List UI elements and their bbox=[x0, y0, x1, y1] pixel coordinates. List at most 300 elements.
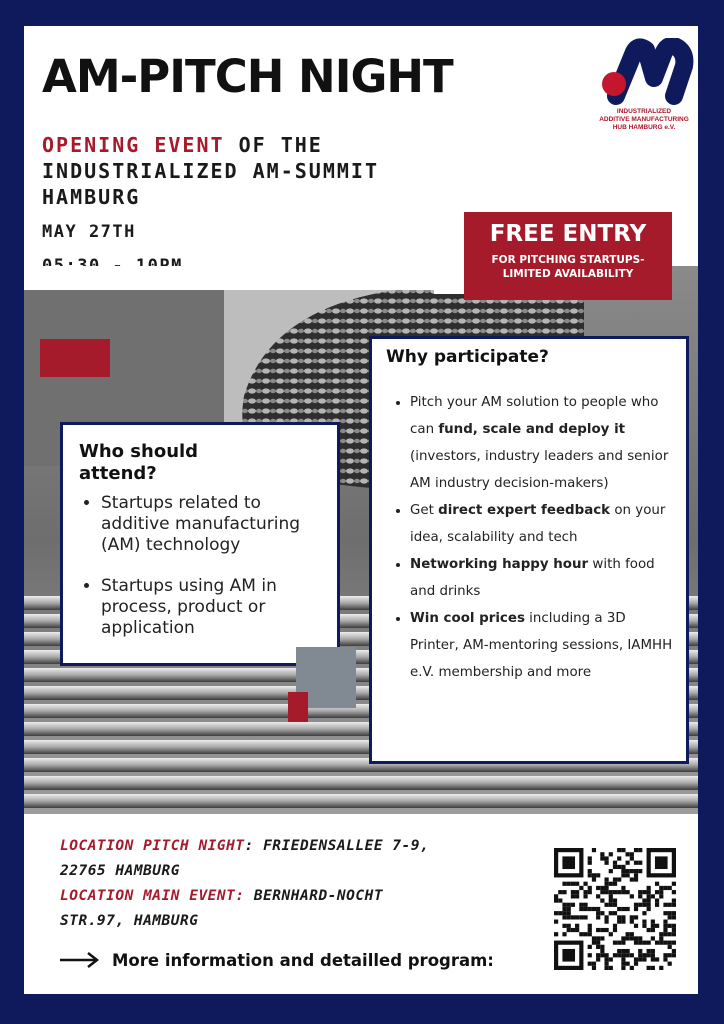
qr-module bbox=[651, 936, 655, 940]
qr-module bbox=[588, 907, 592, 911]
qr-module bbox=[621, 966, 625, 970]
qr-module bbox=[621, 873, 625, 877]
qr-module bbox=[571, 915, 575, 919]
qr-module bbox=[638, 890, 642, 894]
qr-module bbox=[571, 894, 575, 898]
qr-module bbox=[617, 856, 621, 860]
qr-module bbox=[562, 911, 566, 915]
subtitle-text: OF THE bbox=[224, 133, 323, 157]
qr-module bbox=[634, 907, 638, 911]
qr-module bbox=[592, 877, 596, 881]
qr-module bbox=[621, 957, 625, 961]
qr-module bbox=[651, 949, 655, 953]
qr-module bbox=[562, 882, 566, 886]
qr-module bbox=[613, 924, 617, 928]
qr-module bbox=[626, 890, 630, 894]
qr-module bbox=[647, 907, 651, 911]
qr-module bbox=[609, 932, 613, 936]
qr-module bbox=[621, 962, 625, 966]
qr-module bbox=[668, 932, 672, 936]
qr-module bbox=[638, 949, 642, 953]
qr-module bbox=[626, 873, 630, 877]
event-date: MAY 27TH bbox=[42, 222, 136, 242]
qr-module bbox=[668, 886, 672, 890]
qr-module bbox=[655, 924, 659, 928]
logo-text bbox=[594, 108, 694, 132]
qr-module bbox=[562, 890, 566, 894]
qr-module bbox=[588, 924, 592, 928]
more-info-line bbox=[60, 950, 494, 970]
qr-module bbox=[583, 907, 587, 911]
qr-module bbox=[647, 953, 651, 957]
qr-module bbox=[638, 957, 642, 961]
qr-module bbox=[621, 848, 625, 852]
qr-module bbox=[592, 907, 596, 911]
qr-module bbox=[592, 941, 596, 945]
qr-module bbox=[642, 924, 646, 928]
qr-module bbox=[621, 920, 625, 924]
qr-module bbox=[642, 957, 646, 961]
qr-module bbox=[604, 861, 608, 865]
item-bold: direct expert feedback bbox=[438, 503, 611, 518]
qr-module bbox=[617, 848, 621, 852]
subtitle-highlight: OPENING EVENT bbox=[42, 133, 225, 157]
event-title: AM-PITCH NIGHT bbox=[42, 50, 453, 103]
why-heading: Why participate? bbox=[386, 347, 549, 367]
qr-module bbox=[596, 941, 600, 945]
qr-module bbox=[638, 861, 642, 865]
qr-module bbox=[583, 932, 587, 936]
qr-module bbox=[642, 890, 646, 894]
free-entry-title: FREE ENTRY bbox=[489, 221, 647, 247]
qr-module bbox=[655, 941, 659, 945]
qr-module bbox=[647, 890, 651, 894]
qr-module bbox=[596, 945, 600, 949]
qr-module bbox=[562, 932, 566, 936]
qr-module bbox=[634, 962, 638, 966]
qr-module bbox=[613, 911, 617, 915]
qr-module bbox=[562, 924, 566, 928]
qr-module bbox=[617, 865, 621, 869]
qr-module bbox=[575, 882, 579, 886]
qr-module bbox=[647, 928, 651, 932]
qr-module bbox=[604, 877, 608, 881]
qr-module bbox=[617, 953, 621, 957]
qr-module bbox=[558, 911, 562, 915]
qr-module bbox=[617, 890, 621, 894]
qr-code[interactable] bbox=[554, 848, 676, 970]
qr-module bbox=[626, 949, 630, 953]
qr-module bbox=[596, 936, 600, 940]
qr-module bbox=[659, 966, 663, 970]
item-text: with food and drinks bbox=[410, 557, 655, 599]
qr-module bbox=[663, 903, 667, 907]
qr-module bbox=[600, 936, 604, 940]
qr-module bbox=[630, 936, 634, 940]
qr-module bbox=[630, 920, 634, 924]
why-participate-box bbox=[369, 336, 689, 764]
more-info-text: More information and detailled program: bbox=[112, 950, 494, 970]
item-text: Get bbox=[410, 503, 439, 518]
qr-module bbox=[630, 953, 634, 957]
qr-module bbox=[562, 915, 566, 919]
list-item bbox=[410, 389, 676, 497]
qr-module bbox=[651, 928, 655, 932]
qr-module bbox=[621, 886, 625, 890]
qr-module bbox=[583, 903, 587, 907]
qr-module bbox=[600, 898, 604, 902]
free-entry-line: FOR PITCHING STARTUPS- bbox=[491, 254, 645, 266]
qr-module bbox=[642, 903, 646, 907]
qr-module bbox=[672, 915, 676, 919]
item-text: on your idea, scalability and tech bbox=[410, 503, 666, 545]
qr-module bbox=[651, 924, 655, 928]
decorative-red-square bbox=[288, 692, 308, 722]
qr-module bbox=[663, 920, 667, 924]
qr-module bbox=[621, 907, 625, 911]
qr-module bbox=[571, 882, 575, 886]
qr-module bbox=[626, 852, 630, 856]
qr-module bbox=[642, 911, 646, 915]
qr-module bbox=[642, 898, 646, 902]
qr-module bbox=[613, 890, 617, 894]
qr-module bbox=[554, 894, 558, 898]
qr-module bbox=[588, 945, 592, 949]
qr-module bbox=[659, 932, 663, 936]
qr-module bbox=[579, 932, 583, 936]
qr-module bbox=[613, 928, 617, 932]
qr-module bbox=[651, 966, 655, 970]
qr-module bbox=[609, 898, 613, 902]
qr-module bbox=[554, 932, 558, 936]
qr-finder-core bbox=[655, 856, 668, 869]
qr-module bbox=[638, 953, 642, 957]
free-entry-line: LIMITED AVAILABILITY bbox=[502, 268, 634, 280]
qr-module bbox=[592, 966, 596, 970]
arrow-right-icon bbox=[60, 950, 100, 970]
qr-module bbox=[630, 932, 634, 936]
qr-module bbox=[672, 882, 676, 886]
qr-module bbox=[630, 856, 634, 860]
qr-module bbox=[604, 957, 608, 961]
qr-module bbox=[613, 882, 617, 886]
qr-module bbox=[663, 957, 667, 961]
qr-module bbox=[655, 882, 659, 886]
item-text: including a 3D Printer, AM-mentoring sessions, IAMHH e.V. membership and more bbox=[410, 611, 673, 680]
qr-module bbox=[672, 953, 676, 957]
qr-module bbox=[604, 953, 608, 957]
qr-module bbox=[659, 886, 663, 890]
qr-module bbox=[596, 894, 600, 898]
qr-module bbox=[672, 911, 676, 915]
qr-module bbox=[613, 903, 617, 907]
qr-module bbox=[626, 869, 630, 873]
free-entry-badge bbox=[464, 212, 672, 300]
qr-module bbox=[663, 928, 667, 932]
qr-module bbox=[621, 949, 625, 953]
qr-module bbox=[588, 861, 592, 865]
qr-module bbox=[651, 920, 655, 924]
qr-module bbox=[613, 861, 617, 865]
qr-module bbox=[600, 953, 604, 957]
qr-module bbox=[613, 941, 617, 945]
qr-module bbox=[621, 869, 625, 873]
qr-module bbox=[659, 894, 663, 898]
qr-module bbox=[647, 949, 651, 953]
qr-module bbox=[638, 941, 642, 945]
qr-module bbox=[604, 966, 608, 970]
qr-module bbox=[647, 903, 651, 907]
list-item bbox=[410, 497, 676, 551]
item-bold: fund, scale and deploy it bbox=[438, 422, 626, 437]
qr-module bbox=[609, 852, 613, 856]
qr-module bbox=[651, 957, 655, 961]
qr-module bbox=[588, 890, 592, 894]
qr-module bbox=[659, 936, 663, 940]
qr-module bbox=[634, 903, 638, 907]
qr-module bbox=[651, 953, 655, 957]
qr-module bbox=[642, 941, 646, 945]
qr-module bbox=[663, 953, 667, 957]
qr-module bbox=[609, 903, 613, 907]
qr-module bbox=[638, 936, 642, 940]
qr-finder-core bbox=[562, 856, 575, 869]
qr-module bbox=[596, 886, 600, 890]
qr-module bbox=[655, 903, 659, 907]
qr-module bbox=[668, 962, 672, 966]
item-bold: Networking happy hour bbox=[410, 557, 589, 572]
list-item: • Startups using AM in process, product or application bbox=[101, 576, 323, 639]
qr-module bbox=[567, 907, 571, 911]
list-item bbox=[410, 605, 676, 686]
qr-module bbox=[609, 894, 613, 898]
qr-module bbox=[592, 962, 596, 966]
qr-module bbox=[621, 915, 625, 919]
qr-module bbox=[634, 861, 638, 865]
qr-module bbox=[672, 932, 676, 936]
qr-module bbox=[567, 915, 571, 919]
qr-module bbox=[647, 941, 651, 945]
qr-module bbox=[600, 945, 604, 949]
qr-module bbox=[617, 920, 621, 924]
pitch-location-label: LOCATION PITCH NIGHT bbox=[60, 838, 245, 854]
qr-module bbox=[626, 907, 630, 911]
qr-module bbox=[647, 894, 651, 898]
qr-module bbox=[634, 957, 638, 961]
qr-module bbox=[647, 966, 651, 970]
qr-module bbox=[617, 915, 621, 919]
qr-module bbox=[668, 941, 672, 945]
qr-module bbox=[596, 911, 600, 915]
qr-module bbox=[668, 945, 672, 949]
qr-module bbox=[575, 894, 579, 898]
qr-module bbox=[588, 873, 592, 877]
who-list bbox=[79, 493, 323, 639]
qr-module bbox=[642, 920, 646, 924]
qr-module bbox=[630, 852, 634, 856]
qr-module bbox=[613, 865, 617, 869]
qr-module bbox=[604, 882, 608, 886]
decorative-red-block bbox=[40, 339, 110, 377]
qr-module bbox=[621, 936, 625, 940]
qr-module bbox=[672, 941, 676, 945]
qr-module bbox=[588, 869, 592, 873]
qr-module bbox=[672, 928, 676, 932]
qr-module bbox=[588, 962, 592, 966]
qr-module bbox=[613, 898, 617, 902]
qr-module bbox=[554, 898, 558, 902]
qr-module bbox=[621, 941, 625, 945]
qr-module bbox=[583, 882, 587, 886]
qr-module bbox=[575, 890, 579, 894]
qr-module bbox=[672, 903, 676, 907]
qr-module bbox=[567, 928, 571, 932]
qr-module bbox=[655, 890, 659, 894]
qr-module bbox=[567, 903, 571, 907]
iamhh-logo bbox=[594, 38, 694, 148]
qr-module bbox=[647, 898, 651, 902]
qr-module bbox=[600, 886, 604, 890]
logo-text-line: INDUSTRIALIZED bbox=[616, 108, 672, 115]
qr-module bbox=[562, 903, 566, 907]
qr-module bbox=[630, 894, 634, 898]
logo-mark-icon bbox=[594, 38, 694, 108]
who-should-attend-box bbox=[60, 422, 340, 666]
qr-module bbox=[668, 903, 672, 907]
qr-module bbox=[583, 890, 587, 894]
qr-module bbox=[634, 924, 638, 928]
qr-module bbox=[609, 911, 613, 915]
qr-module bbox=[604, 856, 608, 860]
qr-module bbox=[567, 924, 571, 928]
qr-module bbox=[571, 890, 575, 894]
logo-text-line: HUB HAMBURG e.V. bbox=[612, 124, 676, 131]
qr-module bbox=[663, 911, 667, 915]
qr-module bbox=[617, 949, 621, 953]
qr-module bbox=[604, 890, 608, 894]
qr-module bbox=[609, 966, 613, 970]
qr-finder-core bbox=[562, 949, 575, 962]
qr-module bbox=[647, 886, 651, 890]
qr-module bbox=[579, 903, 583, 907]
qr-module bbox=[567, 882, 571, 886]
qr-module bbox=[642, 953, 646, 957]
qr-module bbox=[663, 932, 667, 936]
qr-module bbox=[613, 953, 617, 957]
qr-module bbox=[663, 886, 667, 890]
qr-module bbox=[672, 924, 676, 928]
qr-module bbox=[604, 928, 608, 932]
qr-module bbox=[596, 957, 600, 961]
qr-module bbox=[588, 856, 592, 860]
qr-module bbox=[604, 886, 608, 890]
qr-module bbox=[630, 915, 634, 919]
qr-module bbox=[592, 848, 596, 852]
qr-module bbox=[655, 957, 659, 961]
qr-module bbox=[596, 907, 600, 911]
event-subtitle bbox=[42, 132, 512, 210]
qr-module bbox=[609, 890, 613, 894]
qr-module bbox=[621, 890, 625, 894]
qr-module bbox=[621, 953, 625, 957]
qr-module bbox=[638, 903, 642, 907]
list-item bbox=[410, 551, 676, 605]
qr-module bbox=[634, 915, 638, 919]
qr-module bbox=[596, 873, 600, 877]
why-list bbox=[386, 389, 676, 686]
flyer-page bbox=[24, 26, 698, 994]
qr-module bbox=[596, 915, 600, 919]
qr-module bbox=[626, 953, 630, 957]
qr-module bbox=[634, 936, 638, 940]
qr-module bbox=[600, 890, 604, 894]
item-bold: Win cool prices bbox=[410, 611, 525, 626]
qr-module bbox=[600, 928, 604, 932]
qr-module bbox=[668, 915, 672, 919]
qr-module bbox=[575, 924, 579, 928]
qr-module bbox=[588, 953, 592, 957]
qr-module bbox=[621, 865, 625, 869]
qr-module bbox=[596, 928, 600, 932]
qr-module bbox=[672, 898, 676, 902]
qr-module bbox=[579, 886, 583, 890]
qr-module bbox=[655, 898, 659, 902]
qr-module bbox=[583, 915, 587, 919]
qr-module bbox=[588, 886, 592, 890]
qr-module bbox=[663, 924, 667, 928]
qr-module bbox=[609, 869, 613, 873]
qr-module bbox=[617, 907, 621, 911]
subtitle-text: INDUSTRIALIZED AM-SUMMIT bbox=[42, 159, 379, 183]
qr-module bbox=[634, 877, 638, 881]
qr-module bbox=[558, 898, 562, 902]
qr-module bbox=[583, 894, 587, 898]
qr-module bbox=[592, 936, 596, 940]
qr-module bbox=[668, 911, 672, 915]
qr-module bbox=[600, 852, 604, 856]
qr-module bbox=[592, 873, 596, 877]
main-location-label: LOCATION MAIN EVENT: bbox=[60, 888, 245, 904]
qr-module bbox=[672, 890, 676, 894]
qr-module bbox=[617, 877, 621, 881]
qr-module bbox=[604, 962, 608, 966]
qr-module bbox=[554, 911, 558, 915]
qr-module bbox=[617, 941, 621, 945]
qr-module bbox=[668, 924, 672, 928]
qr-module bbox=[634, 873, 638, 877]
qr-module bbox=[604, 915, 608, 919]
who-heading: Who should attend? bbox=[79, 441, 199, 484]
qr-module bbox=[630, 966, 634, 970]
qr-module bbox=[558, 890, 562, 894]
qr-module bbox=[604, 920, 608, 924]
list-item: • Startups related to additive manufacturing (AM) technology bbox=[101, 493, 323, 556]
qr-module bbox=[651, 894, 655, 898]
qr-module bbox=[579, 907, 583, 911]
locations bbox=[60, 834, 490, 934]
logo-text-line: ADDITIVE MANUFACTURING bbox=[599, 116, 689, 123]
qr-module bbox=[567, 911, 571, 915]
qr-module bbox=[609, 882, 613, 886]
qr-module bbox=[634, 941, 638, 945]
subtitle-text: HAMBURG bbox=[42, 185, 141, 209]
qr-module bbox=[630, 869, 634, 873]
qr-module bbox=[609, 957, 613, 961]
main-location-value: BERNHARD-NOCHT bbox=[244, 888, 384, 904]
qr-module bbox=[630, 877, 634, 881]
qr-module bbox=[626, 936, 630, 940]
qr-module bbox=[571, 903, 575, 907]
